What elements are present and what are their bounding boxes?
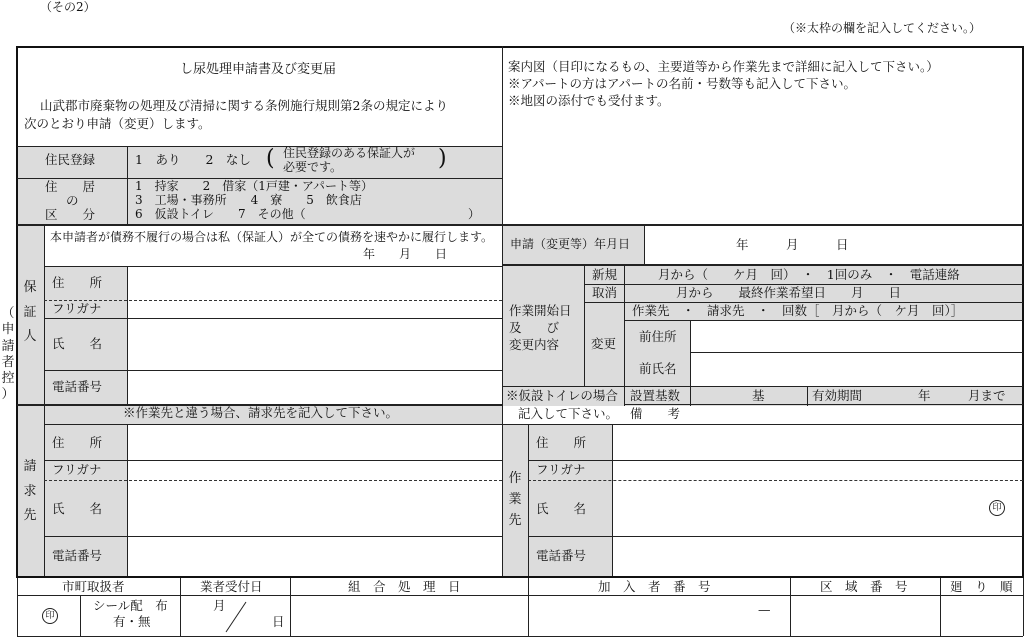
office-col-handler: 市町取扱者	[62, 579, 125, 594]
billing-note: ※作業先と違う場合、請求先を記入して下さい。	[123, 405, 399, 420]
guarantor-phone-input[interactable]	[128, 371, 501, 403]
sticker-label: シール配 布	[93, 598, 168, 613]
member-no-dash: —	[758, 602, 771, 617]
guarantor-date[interactable]: 年 月 日	[363, 247, 448, 261]
billing-address-label: 住 所	[52, 435, 103, 450]
residence-label-1: 住 居	[45, 179, 96, 194]
worksite-name-input[interactable]	[613, 481, 1021, 535]
billing-phone-label: 電話番号	[52, 548, 103, 563]
prev-name-label: 前氏名	[639, 361, 677, 376]
guarantor-furigana-input[interactable]	[128, 301, 501, 317]
prev-address-label: 前住所	[639, 329, 677, 344]
billing-address-input[interactable]	[128, 425, 501, 459]
worksite-side-label: 作 業 先	[508, 471, 522, 528]
sticker-yes-no[interactable]: 有・無	[113, 614, 151, 629]
resident-note-2: 必要です。	[283, 160, 343, 174]
residence-options-1[interactable]: 1 持家 2 借家（1戸建・アパート等）	[135, 179, 373, 193]
guarantor-address-label: 住 所	[52, 275, 103, 290]
resident-registration-label: 住民登録	[45, 152, 96, 167]
prev-address-input[interactable]	[691, 321, 1021, 351]
applicant-copy-label: （ 申 請 者 控 ）	[1, 306, 15, 403]
worksite-furigana-input[interactable]	[613, 461, 1021, 479]
billing-name-label: 氏 名	[52, 501, 103, 516]
received-month: 月	[213, 598, 226, 613]
billing-phone-input[interactable]	[128, 537, 501, 575]
toilet-count-unit[interactable]: 基	[752, 388, 765, 403]
temp-toilet-label-1: ※仮設トイレの場合	[506, 388, 618, 403]
guarantor-name-label: 氏 名	[52, 336, 103, 351]
billing-furigana-input[interactable]	[128, 461, 501, 479]
office-col-member-no: 加 入 者 番 号	[598, 579, 711, 594]
map-drawing-area[interactable]	[504, 112, 1020, 222]
toilet-count-label: 設置基数	[630, 388, 681, 403]
statement-line1: 山武郡市廃棄物の処理及び清掃に関する条例施行規則第2条の規定により	[40, 98, 448, 113]
worksite-name-label: 氏 名	[536, 501, 587, 516]
new-label: 新規	[592, 267, 618, 282]
office-col-processed: 組 合 処 理 日	[348, 579, 461, 594]
date-slash	[222, 600, 248, 634]
office-col-route-order: 廻 り 順	[950, 579, 1013, 594]
validity-period-label: 有効期間	[812, 388, 863, 403]
billing-side-label: 請 求 先	[23, 459, 37, 524]
worksite-address-label: 住 所	[536, 435, 587, 450]
worksite-phone-input[interactable]	[613, 537, 1021, 575]
application-date-label: 申請（変更等）年月日	[510, 237, 631, 251]
statement-line2: 次のとおり申請（変更）します。	[24, 116, 211, 131]
worksite-phone-label: 電話番号	[536, 548, 587, 563]
residence-options-close: ）	[468, 207, 481, 221]
change-text[interactable]: 作業先 ・ 請求先 ・ 回数［ 月から（ ケ月 回）］	[632, 303, 964, 318]
application-date-value[interactable]: 年 月 日	[736, 237, 849, 252]
received-day: 日	[272, 614, 285, 629]
guarantor-phone-label: 電話番号	[52, 379, 103, 394]
cancel-text[interactable]: 月から 最終作業希望日 月 日	[676, 285, 902, 300]
form-title: し尿処理申請書及び変更届	[180, 62, 337, 77]
map-instruction-1: 案内図（目印になるもの、主要道等から作業先まで詳細に記入して下さい。）	[508, 59, 939, 74]
validity-period-value[interactable]: 年 月まで	[918, 388, 1006, 403]
handler-seal-icon: 印	[42, 608, 58, 624]
guarantor-name-input[interactable]	[128, 319, 501, 369]
worksite-seal-icon: 印	[989, 500, 1005, 516]
guarantor-pledge: 本申請者が債務不履行の場合は私（保証人）が全ての債務を速やかに履行します。	[50, 230, 494, 244]
guarantor-address-input[interactable]	[128, 267, 501, 299]
map-instruction-2: ※アパートの方はアパートの名前・号数等も記入して下さい。	[508, 76, 857, 91]
prev-name-input[interactable]	[691, 353, 1021, 385]
worksite-furigana-label: フリガナ	[536, 462, 586, 477]
office-col-received: 業者受付日	[200, 579, 263, 594]
worksite-address-input[interactable]	[613, 425, 1021, 459]
guarantor-furigana-label: フリガナ	[52, 301, 102, 316]
temp-toilet-label-2: 記入して下さい。	[518, 406, 619, 421]
work-start-label-1: 作業開始日	[509, 303, 572, 318]
map-instruction-3: ※地図の添付でも受付ます。	[508, 93, 670, 108]
guarantor-side-label: 保 証 人	[23, 280, 37, 345]
resident-registration-options[interactable]: 1 あり 2 なし	[135, 152, 251, 167]
billing-furigana-label: フリガナ	[52, 462, 102, 477]
work-start-label-3: 変更内容	[509, 337, 560, 352]
cancel-label: 取消	[592, 285, 618, 300]
fill-instruction: （※太枠の欄を記入してください。）	[783, 21, 982, 35]
change-label: 変更	[591, 336, 617, 351]
remarks-input[interactable]	[692, 405, 1020, 423]
residence-label-2: の	[66, 193, 79, 208]
residence-options-3[interactable]: 6 仮設トイレ 7 その他（	[135, 207, 306, 221]
remarks-label: 備 考	[630, 406, 681, 421]
work-start-label-2: 及 び	[509, 320, 560, 335]
page-label: （その2）	[40, 0, 96, 14]
billing-name-input[interactable]	[128, 481, 501, 535]
residence-options-2[interactable]: 3 工場・事務所 4 寮 5 飲食店	[135, 193, 362, 207]
office-col-area-no: 区 域 番 号	[820, 579, 908, 594]
resident-note-1: 住民登録のある保証人が	[283, 146, 416, 160]
residence-label-3: 区 分	[45, 207, 96, 222]
new-text[interactable]: 月から（ ケ月 回） ・ 1回のみ ・ 電話連絡	[658, 267, 960, 282]
